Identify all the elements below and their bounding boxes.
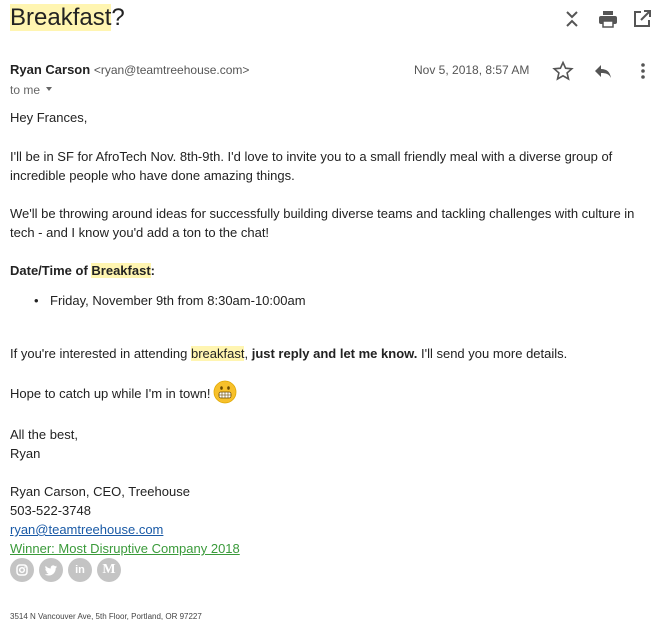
paragraph-interest [10,344,567,363]
subject-highlight: Breakfast [10,4,112,31]
datetime-label: Date/Time of [10,263,92,278]
datetime-highlight: Breakfast [91,263,151,278]
signature-address: 3514 N Vancouver Ave, 5th Floor, Portland, OR 97227 [10,612,202,621]
sender-line [10,62,249,77]
print-icon[interactable] [597,8,619,30]
datetime-colon: : [150,263,155,278]
signature-title: Ryan Carson, CEO, Treehouse [10,484,190,499]
more-vert-icon[interactable] [632,60,654,82]
star-icon[interactable] [552,60,574,82]
sender-email: <ryan@teamtreehouse.com> [93,63,250,77]
grinning-face-icon [213,380,237,409]
hope-text: Hope to catch up while I'm in town! [10,385,211,401]
datetime-heading [10,261,155,280]
subject-tail: ? [111,4,125,31]
instagram-icon[interactable] [10,558,34,582]
interest-highlight: breakfast [190,346,245,361]
medium-label: M [102,562,116,577]
interest-post: I'll send you more details. [417,346,568,361]
linkedin-label: in [75,564,85,576]
email-subject [10,4,125,32]
reply-icon[interactable] [592,60,614,82]
datetime-bullet: • Friday, November 9th from 8:30am-10:00am [50,293,306,308]
paragraph-invite: I'll be in SF for AfroTech Nov. 8th-9th. I'd love to invite you to a small friendly meal with a diverse group of incredible people who have done amazing things. [10,149,613,183]
social-links [10,558,121,582]
signature-email-link[interactable]: ryan@teamtreehouse.com [10,522,164,537]
sender-name: Ryan Carson [10,62,91,77]
interest-pre: If you're interested in attending [10,346,191,361]
open-in-new-window-icon[interactable] [631,8,653,30]
paragraph-hope [10,380,237,409]
greeting: Hey Frances, [10,110,88,125]
interest-comma: , [244,346,252,361]
closing: All the best, [10,427,78,442]
sign-name: Ryan [10,446,41,461]
caret-down-icon [44,83,54,97]
interest-bold: just reply and let me know. [251,346,418,361]
signature-phone: 503-522-3748 [10,503,91,518]
collapse-icon[interactable] [561,8,583,30]
medium-icon[interactable] [97,558,121,582]
email-date: Nov 5, 2018, 8:57 AM [414,63,530,77]
recipients-label: to me [10,83,41,97]
award-link[interactable]: Winner: Most Disruptive Company 2018 [10,541,240,556]
paragraph-ideas: We'll be throwing around ideas for successfully building diverse teams and tackling challenges with culture in tech - and I know you'd add a ton to the chat! [10,206,635,240]
twitter-icon[interactable] [39,558,63,582]
recipients-toggle[interactable] [10,83,54,97]
linkedin-icon[interactable] [68,558,92,582]
